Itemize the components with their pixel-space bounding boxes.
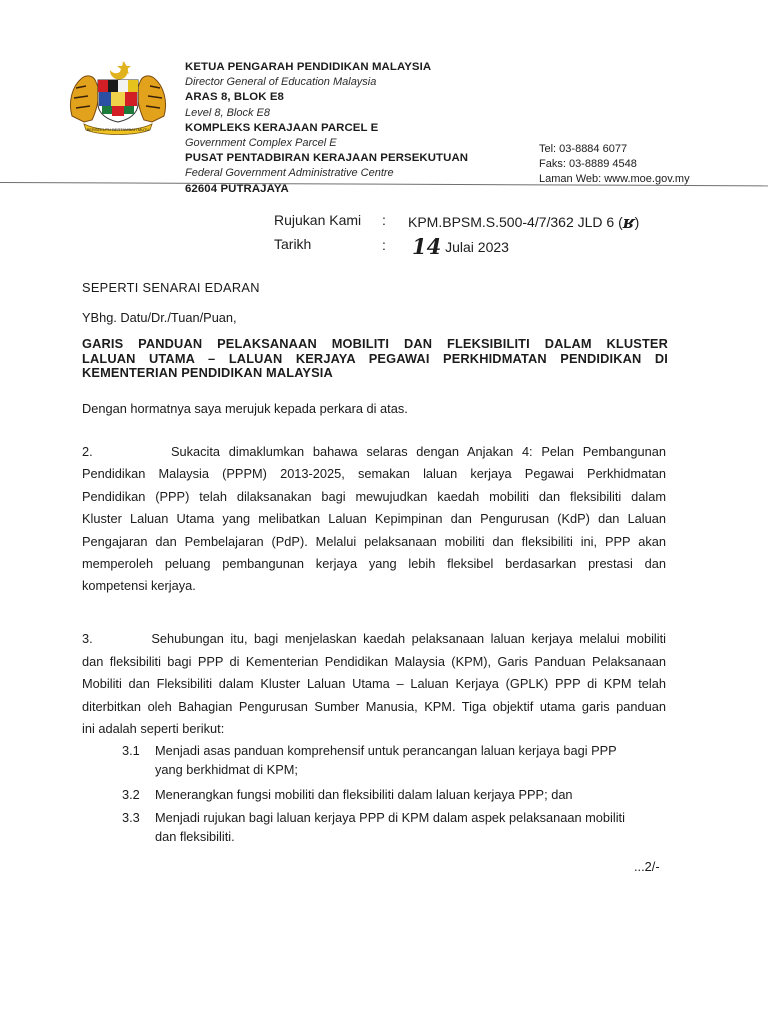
objective-line: yang berkhidmat di KPM; bbox=[155, 762, 298, 777]
opening-sentence: Dengan hormatnya saya merujuk kepada perkara di atas. bbox=[82, 401, 408, 416]
website: Laman Web: www.moe.gov.my bbox=[539, 173, 690, 185]
contact-block bbox=[539, 142, 690, 187]
letterhead-address bbox=[185, 60, 525, 197]
paragraph-line: memperoleh peluang pembangunan kerjaya yang lebih fleksibel berdasarkan prestasi dan bbox=[82, 556, 666, 572]
telephone-number: Tel: 03-8884 6077 bbox=[539, 143, 628, 155]
subject-line: KEMENTERIAN PENDIDIKAN MALAYSIA bbox=[82, 365, 333, 380]
objective-line: Menerangkan fungsi mobiliti dan fleksibiliti dalam laluan kerjaya PPP; dan bbox=[155, 787, 573, 802]
objective-number: 3.1 bbox=[122, 743, 140, 758]
fax-number: Faks: 03-8889 4548 bbox=[539, 158, 637, 170]
paragraph-3 bbox=[82, 628, 666, 741]
subject-line: LALUAN UTAMA – LALUAN KERJAYA PEGAWAI PERKHIDMATAN PENDIDIKAN DI bbox=[82, 350, 668, 366]
paragraph-line: diterbitkan oleh Bahagian Pengurusan Sumber Manusia, KPM. Tiga objektif utama garis panduan bbox=[82, 698, 666, 714]
letterhead-line: Level 8, Block E8 bbox=[185, 106, 270, 119]
handwritten-reference-mark: ʁ bbox=[622, 213, 635, 233]
paragraph-line: Mobiliti dan Fleksibiliti dalam Kluster Laluan Utama – Laluan Kerjaya (GPLK) PPP di KPM telah bbox=[82, 676, 666, 692]
reference-colon: : bbox=[382, 212, 386, 228]
letterhead-line: KOMPLEKS KERAJAAN PARCEL E bbox=[185, 121, 379, 134]
paragraph-line: kompetensi kerjaya. bbox=[82, 578, 196, 594]
paragraph-line: Pendidikan Malaysia (PPPM) 2013-2025, semakan laluan kerjaya Pegawai Perkhidmatan bbox=[82, 466, 666, 482]
recipients-line: SEPERTI SENARAI EDARAN bbox=[82, 280, 260, 295]
date-month-year: Julai 2023 bbox=[445, 239, 509, 255]
letterhead-line: PUSAT PENTADBIRAN KERAJAAN PERSEKUTUAN bbox=[185, 152, 469, 165]
letterhead-line: 62604 PUTRAJAYA bbox=[185, 182, 289, 195]
letterhead-line: ARAS 8, BLOK E8 bbox=[185, 91, 284, 104]
paragraph-line: Kluster Laluan Utama yang melibatkan Laluan Kepimpinan dan Pengurusan (KdP) dan Laluan bbox=[82, 511, 666, 527]
svg-text:BERSEKUTU BERTAMBAH MUTU: BERSEKUTU BERTAMBAH MUTU bbox=[86, 127, 150, 132]
date-label: Tarikh bbox=[274, 236, 312, 252]
letterhead-line: Federal Government Administrative Centre bbox=[185, 167, 394, 180]
objective-line: Menjadi rujukan bagi laluan kerjaya PPP di KPM dalam aspek pelaksanaan mobiliti bbox=[155, 810, 625, 825]
paragraph-line: 3. Sehubungan itu, bagi menjelaskan kaedah pelaksanaan laluan kerjaya melalui mobiliti bbox=[82, 631, 666, 646]
paragraph-line: Pendidikan (PPP) telah dilaksanakan bagi mewujudkan kaedah mobiliti dan fleksibiliti dalam bbox=[82, 488, 666, 504]
date-colon: : bbox=[382, 237, 386, 253]
paragraph-line: dan fleksibiliti bagi PPP di Kementerian Pendidikan Malaysia (KPM), Garis Panduan Pelaksanaan bbox=[82, 653, 666, 669]
reference-value: KPM.BPSM.S.500-4/7/362 JLD 6 ( bbox=[408, 214, 623, 230]
objective-line: Menjadi asas panduan komprehensif untuk perancangan laluan kerjaya bagi PPP bbox=[155, 743, 617, 758]
reference-close: ) bbox=[634, 214, 640, 230]
coat-of-arms-logo bbox=[66, 58, 170, 136]
date-value bbox=[412, 232, 509, 257]
letterhead-line: KETUA PENGARAH PENDIDIKAN MALAYSIA bbox=[185, 61, 432, 73]
objective-number: 3.3 bbox=[122, 810, 140, 825]
reference-label: Rujukan Kami bbox=[274, 212, 362, 228]
handwritten-day: 14 bbox=[412, 234, 442, 259]
objective-line: dan fleksibiliti. bbox=[155, 829, 235, 844]
page-continuation: ...2/- bbox=[634, 859, 660, 874]
paragraph-line: Pengajaran dan Pembelajaran (PdP). Melalui pelaksanaan mobiliti dan fleksibiliti ini, PPP akan bbox=[82, 533, 666, 549]
salutation: YBhg. Datu/Dr./Tuan/Puan, bbox=[82, 310, 237, 325]
paragraph-line: 2. Sukacita dimaklumkan bahawa selaras dengan Anjakan 4: Pelan Pembangunan bbox=[82, 444, 666, 459]
reference-number bbox=[408, 212, 639, 232]
objective-number: 3.2 bbox=[122, 787, 140, 802]
letterhead-line: Government Complex Parcel E bbox=[185, 137, 337, 150]
subject-heading bbox=[82, 337, 668, 381]
letterhead-line: Director General of Education Malaysia bbox=[185, 76, 377, 89]
paragraph-line: ini adalah seperti berikut: bbox=[82, 721, 225, 737]
paragraph-2 bbox=[82, 441, 666, 598]
subject-line: GARIS PANDUAN PELAKSANAAN MOBILITI DAN FLEKSIBILITI DALAM KLUSTER bbox=[82, 336, 668, 351]
